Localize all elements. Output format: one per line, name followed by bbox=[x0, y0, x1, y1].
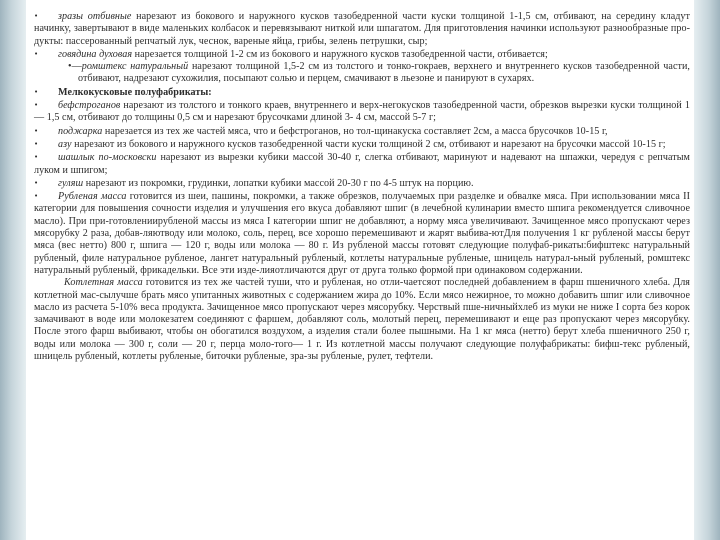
bullet-icon: • bbox=[34, 192, 39, 201]
paragraph-zrazy bbox=[34, 10, 690, 48]
text-gulyash: нарезают из покромки, грудинки, лопатки кубики массой 20-30 г по 4-5 штук на порцию. bbox=[83, 177, 474, 189]
paragraph-romshteks bbox=[34, 61, 690, 86]
paragraph-gulyash bbox=[34, 177, 690, 190]
term-govyadina: говядина духовая bbox=[58, 48, 133, 60]
text-rublenaya: готовится из шеи, пашины, покромки, а также обрезков, получаемых при разделке и обвалке мяса. При использовании мяса II категории для повышения сочности изделия и улучшения его вкуса добавляют шпиг (в лечебной кулинарии вместо шпига рекомендуется сливочное масло). При при-готовлениирубленой массы из мяса I категории шпиг не добавляют, а норму мяса увеличивают. Зачищенное мясо пропускают через мясорубку 2 раза, добав-ляютводу или молоко, соль, перец, все хорошо перемешивают и жарят выбива-ютДля получения 1 кг рубленой массы берут мяса (вес нетто) 800 г, шпига — 120 г, воды или молока — 80 г. Из рубленой массы готовят следующие полуфаб-рикаты:бифштекс натуральный рубленый, филе натуральное рубленое, лангет натуральный рубленый, котлеты натуральные рубленые, шницель натурал-ьный рубленый, ромштекс натуральный рубленый, фрикадельки. Все эти изде-лияотличаются друг от друга только формой при одинаковом содержании. bbox=[34, 191, 690, 276]
text-govyadina: нарезается толщиной 1-2 см из бокового и наружного кусков тазобедренной части, отбивается; bbox=[132, 48, 548, 60]
paragraph-rublenaya bbox=[34, 190, 690, 277]
term-podzharka: поджарка bbox=[58, 125, 103, 137]
paragraph-befstroganov bbox=[34, 99, 690, 125]
bullet-icon: • bbox=[34, 153, 39, 162]
text-zrazy: нарезают из бокового и наружного кусков тазобедренной части куски толщиной 1-1,5 см, отбивают, на середину кладут начинку, завертывают в виде маленьких колбасок и перевязывают ниткой или шпагатом. Для приготовления начинки используют разнообразные про-дукты: пассерованный репчатый лук, чеснок, вареные яйца, грибы, зелень петрушки, сыр; bbox=[34, 11, 690, 47]
term-shashlyk: шашлык по-московски bbox=[58, 152, 157, 164]
bullet-icon: • bbox=[34, 139, 39, 148]
paragraph-melkokuskovye bbox=[34, 86, 690, 99]
term-befstroganov: бефстроганов bbox=[58, 100, 121, 112]
text-befstroganov: нарезают из толстого и тонкого краев, внутреннего и верх-негокусков тазобедренной части, обрезков вырезки куски толщиной 1— 1,5 см, отбивают до толщины 0,5 см и нарезают брусочками длиной 3- 4 см, массой 5-7 г; bbox=[34, 100, 690, 124]
paragraph-azu bbox=[34, 138, 690, 151]
text-podzharka: нарезается из тех же частей мяса, что и бефстроганов, но тол-щинакуска составляет 2см, а масса брусочков 10-15 г, bbox=[102, 125, 608, 137]
left-decorative-bar bbox=[0, 0, 26, 540]
dash-bullet-icon: •— bbox=[68, 61, 82, 73]
bullet-icon: • bbox=[34, 178, 39, 187]
bullet-icon: • bbox=[34, 49, 39, 58]
term-romshteks: ромштекс натуральный bbox=[81, 61, 189, 73]
document-body bbox=[30, 6, 694, 534]
term-zrazy: зразы отбивные bbox=[58, 11, 132, 22]
bullet-icon: • bbox=[34, 12, 39, 20]
term-azu: азу bbox=[58, 138, 72, 150]
text-kotletnaya: готовится из тех же частей туши, что и рубленая, но отли-чаетсяот последней добавлением в фарш пшеничного хлеба. Для котлетной мас-сылучше брать мясо упитанных животных с содержанием жира до 10%. Если мясо нежирное, то можно добавить шпиг или сливочное масло из расчета 5-10% веса продукта. Зачищенное мясо пропускают через мясорубку. Черствый пше-ничныйхлеб из муки не ниже I сорта без корок замачивают в воде или молокезатем соединяют с фаршем, добавляют соль, молотый перец, перемешивают и еще раз пропускают через мясорубку. После этого фарш выбивают, чтобы он обогатился воздухом, а изделия стали более пышными. На 1 кг мяса (нетто) берут хлеба пшеничного 250 г, воды или молока — 300 г, соли — 20 г, перца моло-того— 1 г. Из котлетной массы получают следующие полуфабрикаты: бифш-текс рубленый, шницель рубленый, котлеты рубленые, биточки рубленые, зра-зы рубленые, рулет, тефтели. bbox=[34, 277, 690, 363]
text-romshteks: нарезают толщиной 1,5-2 см из толстого и тонко-гокраев, верхнего и внутреннего кусков тазобедренной части, отбивают, надрезают сухожилия, посыпают солью и перцем, смачивают в льезоне и панируют в сухарях. bbox=[78, 61, 690, 85]
section-heading: Мелкокусковые полуфабрикаты: bbox=[58, 86, 212, 98]
paragraph-kotletnaya bbox=[34, 277, 690, 363]
term-gulyash: гуляш bbox=[58, 177, 84, 189]
right-decorative-bar bbox=[694, 0, 720, 540]
paragraph-podzharka bbox=[34, 125, 690, 138]
bullet-icon: • bbox=[34, 87, 39, 96]
paragraph-shashlyk bbox=[34, 151, 690, 177]
text-azu: нарезают из бокового и наружного кусков тазобедренной части куски толщиной 2 см, отбивают и нарезают на брусочки массой 10-15 г; bbox=[71, 138, 666, 150]
bullet-icon: • bbox=[34, 126, 39, 135]
bullet-icon: • bbox=[34, 101, 39, 110]
term-rublenaya: Рубленая масса bbox=[58, 191, 127, 203]
paragraph-govyadina bbox=[34, 48, 690, 61]
text-shashlyk: нарезают из вырезки кубики массой 30-40 г, слегка отбивают, маринуют и надевают на шпажки, чередуя с репчатым луком и шпигом; bbox=[34, 152, 690, 176]
term-kotletnaya: Котлетная масса bbox=[64, 277, 143, 289]
